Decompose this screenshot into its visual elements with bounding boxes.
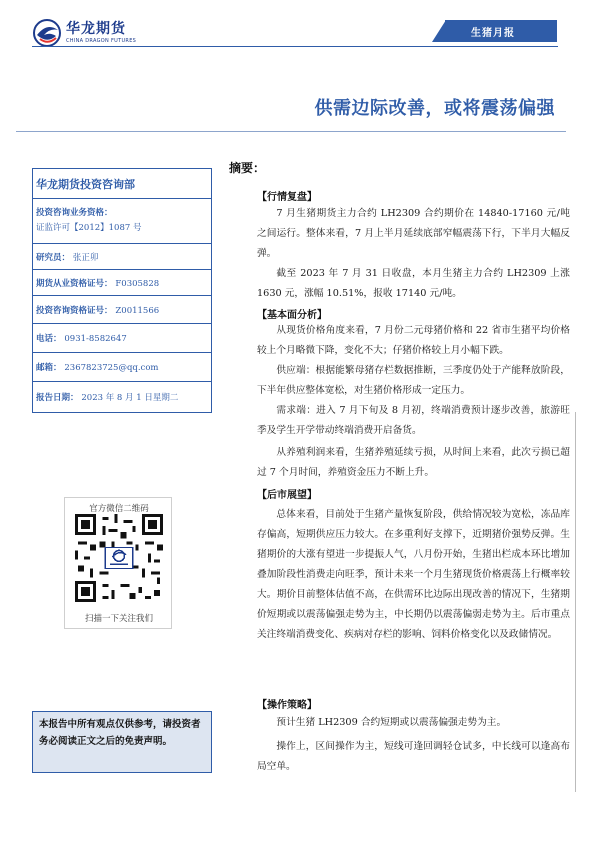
section-heading-strategy: 【操作策略】 bbox=[257, 700, 317, 711]
consult-cert-label: 投资咨询资格证号： bbox=[36, 306, 113, 316]
page-title: 供需边际改善，或将震荡偏强 bbox=[314, 98, 555, 119]
paragraph: 截至 2023 年 7 月 31 日收盘，本月生猪主力合约 LH2309 上涨 1630 元，涨幅 10.51%，报收 17140 元/吨。 bbox=[257, 268, 570, 299]
qr-caption-top: 官方微信二维码 bbox=[89, 504, 149, 514]
wechat-qr-card bbox=[64, 497, 172, 629]
qr-code-icon bbox=[75, 514, 163, 602]
license-row bbox=[33, 200, 211, 244]
title-divider bbox=[16, 131, 566, 132]
department-name: 华龙期货投资咨询部 bbox=[33, 169, 211, 199]
phone-label: 电话： bbox=[36, 334, 62, 344]
license-value: 证监许可【2012】1087 号 bbox=[36, 223, 142, 233]
analyst-info-box bbox=[32, 168, 212, 413]
paragraph: 7 月生猪期货主力合约 LH2309 合约期价在 14840-17160 元/吨之间运行。整体来看，7 月上半月延续底部窄幅震荡下行，下半月大幅反弹。 bbox=[257, 208, 570, 259]
report-type-banner bbox=[445, 20, 557, 42]
company-name-cn: 华龙期货 bbox=[66, 21, 126, 37]
futures-cert-label: 期货从业资格证号： bbox=[36, 279, 113, 289]
report-type-banner-edge bbox=[432, 20, 446, 42]
email-value[interactable]: 2367823725@qq.com bbox=[64, 363, 159, 373]
paragraph: 操作上，区间操作为主，短线可逢回调轻仓试多，中长线可以逢高布局空单。 bbox=[257, 741, 570, 772]
section-heading-fundamentals: 【基本面分析】 bbox=[257, 310, 327, 321]
dragon-logo-icon bbox=[32, 18, 62, 48]
report-type-label: 生猪月报 bbox=[471, 28, 515, 39]
paragraph: 需求端：进入 7 月下旬及 8 月初，终端消费预计逐步改善，旅游旺季及学生开学带动终端消费开启备货。 bbox=[257, 405, 570, 436]
report-date-row bbox=[33, 382, 211, 412]
paragraph: 总体来看，目前处于生猪产量恢复阶段，供给情况较为宽松，冻品库存偏高，短期供应压力较大。在多重利好支撑下，近期猪价强势反弹。生猪期价的大涨有望进一步提振人气，八月份开始，生猪出栏成本环比增加叠加阶段性消费走向旺季，预计未来一个月生猪现货价格震荡上行概率较大。期价目前整体估值不高，在供需环比边际出现改善的情况下，生猪期价短期或以震荡偏强走势为主，中长期仍以震荡偏弱走势为主。后市重点关注终端消费变化、疾病对存栏的影响、饲料价格变化以及政储情况。 bbox=[257, 509, 570, 640]
header-divider bbox=[32, 46, 558, 47]
futures-cert-value: F0305828 bbox=[115, 279, 160, 289]
email-label: 邮箱： bbox=[36, 363, 62, 373]
researcher-value: 张正卯 bbox=[72, 253, 99, 263]
futures-cert-row bbox=[33, 270, 211, 296]
paragraph: 从现货价格角度来看，7 月份二元母猪价格和 22 省市生猪平均价格较上个月略微下降，变化不大；仔猪价格较上月小幅下跌。 bbox=[257, 325, 570, 356]
company-logo bbox=[32, 16, 162, 50]
summary-heading: 摘要： bbox=[229, 161, 266, 175]
disclaimer-box: 本报告中所有观点仅供参考，请投资者务必阅读正文之后的免责声明。 bbox=[32, 711, 212, 773]
section-heading-market-review: 【行情复盘】 bbox=[257, 192, 317, 203]
company-name-en: CHINA DRAGON FUTURES bbox=[66, 38, 137, 44]
page-margin-line bbox=[575, 412, 576, 792]
phone-value: 0931-8582647 bbox=[64, 334, 127, 344]
paragraph: 预计生猪 LH2309 合约短期或以震荡偏强走势为主。 bbox=[276, 717, 507, 728]
report-date-value: 2023 年 8 月 1 日星期二 bbox=[81, 393, 179, 403]
license-label: 投资咨询业务资格： bbox=[36, 208, 113, 218]
email-row bbox=[33, 353, 211, 382]
consult-cert-row bbox=[33, 296, 211, 324]
section-heading-outlook: 【后市展望】 bbox=[257, 490, 317, 501]
researcher-label: 研究员： bbox=[36, 253, 71, 263]
qr-caption-bottom: 扫描一下关注我们 bbox=[84, 614, 153, 624]
report-date-label: 报告日期： bbox=[36, 393, 79, 403]
phone-row bbox=[33, 324, 211, 353]
paragraph: 从养殖利润来看，生猪养殖延续亏损，从时间上来看，此次亏损已超过 7 个月时间，养殖资金压力不断上升。 bbox=[257, 447, 570, 478]
researcher-row bbox=[33, 244, 211, 270]
paragraph: 供应端：根据能繁母猪存栏数据推断，三季度仍处于产能释放阶段，下半年供应整体宽松，对生猪价格形成一定压力。 bbox=[257, 365, 570, 396]
consult-cert-value: Z0011566 bbox=[115, 306, 160, 316]
